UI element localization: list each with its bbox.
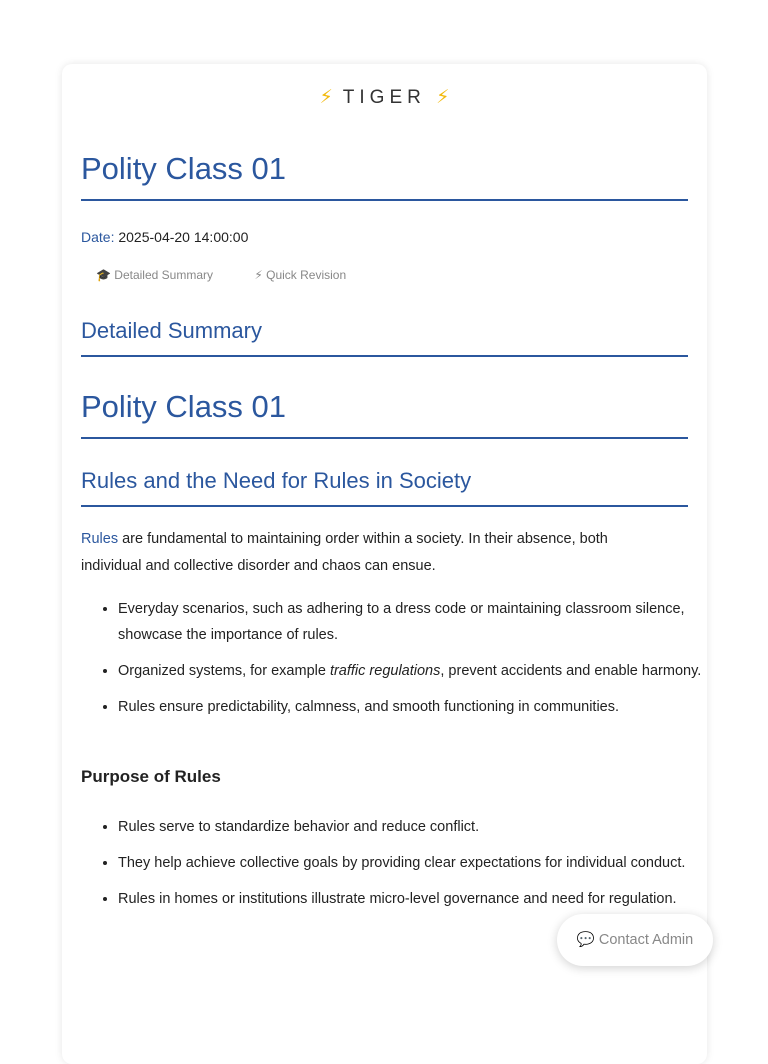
purpose-bullet-list: [81, 814, 708, 922]
list-item: • Rules in homes or institutions illustrate micro-level governance and need for regulation.: [118, 886, 708, 912]
tab-label: Quick Revision: [266, 268, 347, 282]
intro-paragraph: [81, 526, 671, 580]
rules-bullet-list: [81, 596, 708, 730]
document-title: Polity Class 01: [81, 388, 688, 439]
intro-text: are fundamental to maintaining order within a society. In their absence, both individual and collective disorder and chaos can ensue.: [81, 531, 608, 574]
list-item: • Everyday scenarios, such as adhering to a dress code or maintaining classroom silence, showcase the importance of rules.: [118, 596, 708, 648]
list-item-text: , prevent accidents and enable harmony.: [440, 663, 702, 679]
brand-name: TIGER: [342, 87, 426, 108]
date-label: Date:: [81, 229, 115, 245]
contact-admin-label: Contact Admin: [598, 932, 694, 948]
purpose-heading: Purpose of Rules: [81, 767, 221, 786]
list-item-text: Organized systems, for example: [118, 663, 330, 679]
date-line: [81, 229, 248, 245]
rules-keyword: Rules: [81, 531, 119, 547]
lightning-icon: ⚡: [436, 87, 450, 108]
tab-detailed-summary[interactable]: [96, 268, 213, 282]
brand-header: [81, 86, 688, 109]
list-item: [118, 658, 708, 684]
summary-tabs: [96, 268, 384, 282]
list-item: • Rules ensure predictability, calmness, and smooth functioning in communities.: [118, 694, 708, 720]
subsection-title: Rules and the Need for Rules in Society: [81, 468, 688, 507]
list-item: • They help achieve collective goals by providing clear expectations for individual conduct.: [118, 850, 708, 876]
contact-admin-button[interactable]: [557, 914, 713, 966]
page-title: Polity Class 01: [81, 150, 688, 201]
chat-bubble-icon: 💬: [576, 932, 595, 948]
date-value: 2025-04-20 14:00:00: [118, 229, 249, 245]
lightning-icon: ⚡: [319, 87, 333, 108]
section-title: Detailed Summary: [81, 318, 688, 357]
lightning-icon: ⚡: [254, 268, 263, 282]
list-item: • Rules serve to standardize behavior and reduce conflict.: [118, 814, 708, 840]
graduation-cap-icon: 🎓: [96, 268, 111, 282]
tab-label: Detailed Summary: [114, 268, 213, 282]
list-item-emphasis: traffic regulations: [329, 663, 441, 679]
tab-quick-revision[interactable]: [254, 268, 346, 282]
